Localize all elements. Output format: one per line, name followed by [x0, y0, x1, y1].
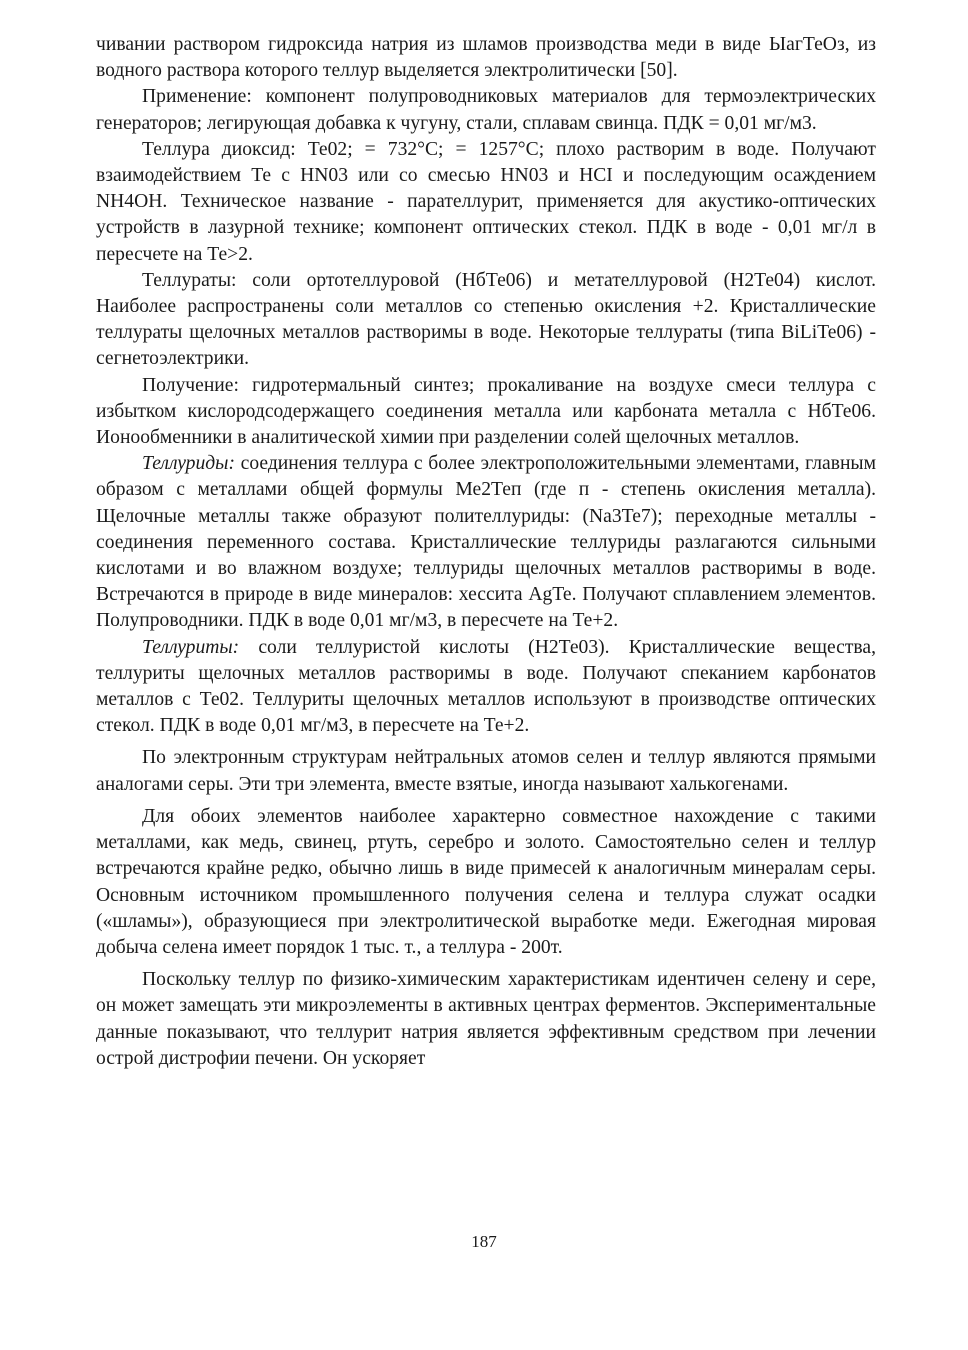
- paragraph-tellurates: Теллураты: соли ортотеллуровой (НбТе06) и метателлуровой (Н2Те04) кислот. Наиболее распространены соли металлов со степенью окисления +2. Кристаллические теллураты щелочных металлов растворимы в воде. Некоторые теллураты (типа BiLiTe06) - сегнетоэлектрики.: [96, 269, 876, 370]
- page-body: [96, 32, 876, 1072]
- paragraph-production: Получение: гидротермальный синтез; прокаливание на воздухе смеси теллура с избытком кислородсодержащего соединения металла или карбоната металла с НбТе06. Ионообменники в аналитической химии при разделении солей щелочных металлов.: [96, 374, 876, 449]
- paragraph-application: Применение: компонент полупроводниковых материалов для термоэлектрических генераторов; легирующая добавка к чугуну, стали, сплавам свинца. ПДК = 0,01 мг/м3.: [96, 86, 876, 134]
- paragraph-chalcogens: По электронным структурам нейтральных атомов селен и теллур являются прямыми аналогами серы. Эти три элемента, вместе взятые, иногда называют халькогенами.: [96, 747, 876, 795]
- term-tellurides: Теллуриды:: [142, 453, 235, 475]
- tellurites-text: соли теллуристой кислоты (Н2Те03). Кристаллические вещества, теллуриты щелочных металлов растворимы в воде. Получают спеканием карбонатов металлов с Те02. Теллуриты щелочных металлов используют в производстве оптических стекол. ПДК в воде 0,01 мг/м3, в пересчете на Те+2.: [96, 636, 876, 737]
- page-number: 187: [471, 1232, 497, 1251]
- paragraph-occurrence: Для обоих элементов наиболее характерно совместное нахождение с такими металлами, как медь, свинец, ртуть, серебро и золото. Самостоятельно селен и теллур встречаются крайне редко, обычно лишь в виде примесей к аналогичным минералам серы. Основным источником промышленного получения селена и теллура служат осадки («шламы»), образующиеся при электролитической выработке меди. Ежегодная мировая добыча селена имеет порядок 1 тыс. т., а теллура - 200т.: [96, 805, 876, 958]
- paragraph-tellurides: [96, 451, 876, 634]
- paragraph-continuation: чивании раствором гидроксида натрия из шламов производства меди в виде ЫагТеОз, из водного раствора которого теллур выделяется электролитически [50].: [96, 34, 876, 82]
- paragraph-tellurites: [96, 635, 876, 740]
- paragraph-biology: Поскольку теллур по физико-химическим характеристикам идентичен селену и сере, он может замещать эти микроэлементы в активных центрах ферментов. Экспериментальные данные показывают, что теллурит натрия является эффективным средством при лечении острой дистрофии печени. Он ускоряет: [96, 969, 876, 1069]
- term-tellurites: Теллуриты:: [142, 636, 240, 658]
- tellurides-text: соединения теллура с более электроположительными элементами, главным образом с металлами общей формулы Ме2Теп (где п - степень окисления металла). Щелочные металлы также образуют полителлуриды: (Na3Te7); переходные металлы - соединения переменного состава. Кристаллические теллуриды разлагаются сильными кислотами и во влажном воздухе; теллуриды щелочных металлов растворимы в воде. Встречаются в природе в виде минералов: хессита AgTe. Получают сплавлением элементов. Полупроводники. ПДК в воде 0,01 мг/м3, в пересчете на Те+2.: [96, 453, 876, 632]
- paragraph-tellurium-dioxide: Теллура диоксид: Те02; = 732°С; = 1257°С; плохо растворим в воде. Получают взаимодействием Те с HN03 или со смесью HN03 и HCI и последующим осаждением NH4OH. Техническое название - парателлурит, применяется для акустико-оптических устройств в лазурной технике; компонент оптических стекол. ПДК в воде - 0,01 мг/л в пересчете на Те>2.: [96, 138, 876, 265]
